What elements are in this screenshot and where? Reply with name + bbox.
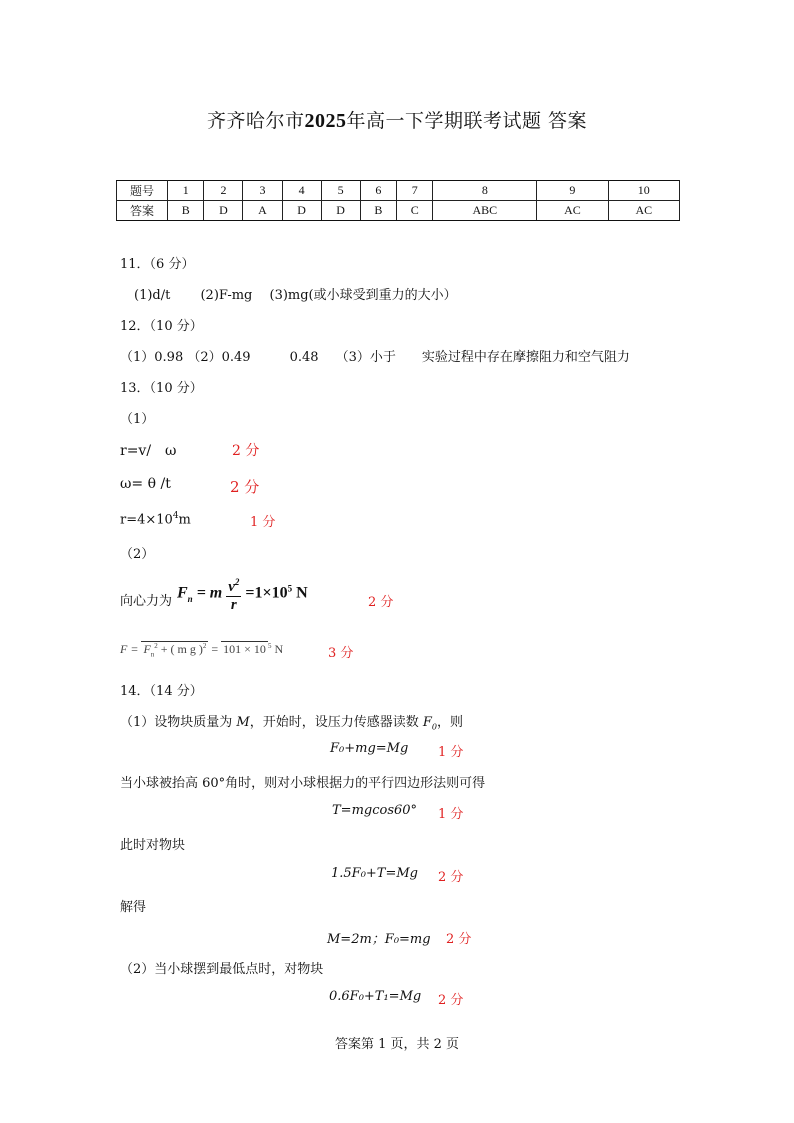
table-cell: ABC <box>433 201 537 221</box>
table-cell: AC <box>608 201 679 221</box>
score: 2 分 <box>446 932 472 947</box>
q13-eq3: $r=4\times 10^4m$ <box>120 511 191 528</box>
q11-answer: (1)d/t (2)F-mg (3)mg(或小球受到重力的大小） <box>134 288 457 303</box>
q14-part1-intro: （1）设物块质量为 M，开始时，设压力传感器读数 $F_0$，则 <box>120 715 463 732</box>
q14-header: 14．（14 分） <box>120 684 203 699</box>
table-row <box>117 201 680 221</box>
q14-eqE: 0.6F₀+T₁=Mg <box>329 989 422 1004</box>
centripetal-formula: $F_n = m$ $\frac{v^2}{r}$ $=1\times 10^5$ N <box>177 574 308 614</box>
q13-part1: （1） <box>120 412 155 427</box>
table-cell: 6 <box>360 181 396 201</box>
table-cell: 3 <box>243 181 282 201</box>
score: 1 分 <box>250 515 276 530</box>
q13-eq1: r=v/ ω <box>120 443 177 459</box>
q14-text3: 此时对物块 <box>120 838 186 853</box>
q13-part2: （2） <box>120 547 155 562</box>
table-cell: D <box>204 201 243 221</box>
table-cell: B <box>168 201 204 221</box>
q14-text5: （2）当小球摆到最低点时，对物块 <box>120 962 324 977</box>
q14-eqC: 1.5F₀+T=Mg <box>331 866 418 881</box>
row-label-number: 题号 <box>117 181 168 201</box>
q11-header: 11．（6 分） <box>120 257 195 272</box>
page-footer: 答案第 1 页，共 2 页 <box>334 1037 460 1052</box>
page-title: 齐齐哈尔市2025年高一下学期联考试题 答案 <box>206 110 588 132</box>
centripetal-label: 向心力为 <box>120 594 173 609</box>
q13-eq2: ω= θ /t <box>120 476 171 492</box>
q14-eqB: T=mgcos60° <box>332 803 418 818</box>
q14-text2: 当小球被抬高 60°角时，则对小球根据力的平行四边形法则可得 <box>120 776 486 791</box>
table-cell: 4 <box>282 181 321 201</box>
q12-answer: （1）0.98 （2）0.49 0.48 （3）小于 实验过程中存在摩擦阻力和空气阻力 <box>120 350 630 365</box>
table-row <box>117 181 680 201</box>
table-cell: AC <box>537 201 608 221</box>
row-label-answer: 答案 <box>117 201 168 221</box>
total-force-formula: $F = F_n^2$ + ( m g )$^2$ = 101 × 10 $^5$ N <box>120 642 284 659</box>
q13-header: 13．（10 分） <box>120 381 203 396</box>
score: 3 分 <box>328 646 354 661</box>
q14-eqA: F₀+mg=Mg <box>330 741 409 756</box>
table-cell: D <box>282 201 321 221</box>
table-cell: 10 <box>608 181 679 201</box>
score: 1 分 <box>438 807 464 822</box>
table-cell: C <box>397 201 433 221</box>
score: 2 分 <box>368 595 394 610</box>
q14-text4: 解得 <box>120 900 147 915</box>
score: 2 分 <box>232 443 260 459</box>
table-cell: B <box>360 201 396 221</box>
score: 1 分 <box>438 745 464 760</box>
table-cell: 2 <box>204 181 243 201</box>
score: 2 分 <box>438 993 464 1008</box>
score: 2 分 <box>230 478 260 496</box>
table-cell: 9 <box>537 181 608 201</box>
table-cell: 1 <box>168 181 204 201</box>
score: 2 分 <box>438 870 464 885</box>
table-cell: 7 <box>397 181 433 201</box>
table-cell: A <box>243 201 282 221</box>
table-cell: 5 <box>321 181 360 201</box>
table-cell: D <box>321 201 360 221</box>
table-cell: 8 <box>433 181 537 201</box>
q14-eqD: M=2m；F₀=mg <box>327 932 431 947</box>
q12-header: 12．（10 分） <box>120 319 203 334</box>
answer-table <box>116 180 680 221</box>
